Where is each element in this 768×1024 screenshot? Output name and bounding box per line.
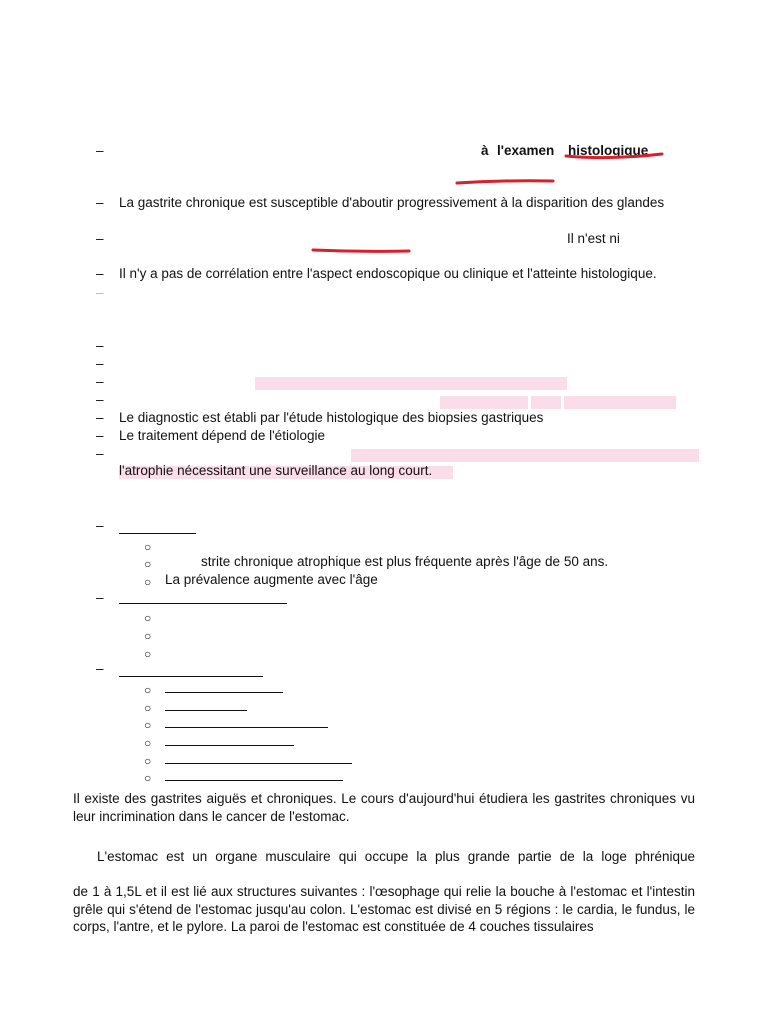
circle-bullet: ○	[144, 611, 152, 625]
dash-bullet: –	[96, 446, 104, 461]
circle-bullet: ○	[144, 575, 152, 589]
circle-bullet: ○	[144, 540, 152, 554]
pink-highlight	[351, 449, 699, 462]
underline-blank	[119, 603, 287, 604]
dash-bullet-faint: –	[96, 285, 104, 300]
circle-bullet: ○	[144, 683, 152, 697]
circle-bullet: ○	[144, 629, 152, 643]
underline-blank	[165, 727, 328, 728]
circle-bullet: ○	[144, 754, 152, 768]
dash-bullet: –	[96, 338, 104, 353]
text-prevalence: La prévalence augmente avec l'âge	[165, 572, 378, 587]
dash-bullet: –	[96, 195, 104, 210]
pink-highlight	[531, 396, 561, 409]
text-histologique: histologique	[568, 143, 649, 158]
dash-bullet: –	[96, 374, 104, 389]
red-underline-1	[457, 181, 553, 183]
underline-blank	[165, 780, 343, 781]
paragraph-estomac: L'estomac est un organe musculaire qui occupe la plus grande partie de la loge phrénique	[97, 849, 695, 864]
circle-bullet: ○	[144, 701, 152, 715]
dash-bullet: –	[96, 392, 104, 407]
underline-blank	[165, 710, 247, 711]
circle-bullet: ○	[144, 736, 152, 750]
red-underline-histologique	[566, 154, 662, 158]
text-diagnostic: Le diagnostic est établi par l'étude histologique des biopsies gastriques	[119, 410, 544, 425]
paragraph-intro: Il existe des gastrites aiguës et chroniques. Le cours d'aujourd'hui étudiera les gastrites chroniques vu leur incrimination dans le cancer de l'estomac.	[73, 791, 695, 824]
dash-bullet: –	[96, 661, 104, 676]
circle-bullet: ○	[144, 557, 152, 571]
dash-bullet: –	[96, 410, 104, 425]
dash-bullet: –	[96, 518, 104, 533]
dash-bullet: –	[96, 356, 104, 371]
text-correlation: Il n'y a pas de corrélation entre l'aspect endoscopique ou clinique et l'atteinte histologique.	[119, 266, 657, 281]
dash-bullet: –	[96, 231, 104, 246]
paragraph-structures: de 1 à 1,5L et il est lié aux structures suivantes : l'œsophage qui relie la bouche à l'estomac et l'intestin grêle qui s'étend de l'estomac jusqu'au colon. L'estomac est divisé en 5 régions : le cardia, le fundus, le corps, l'antre, et le pylore. La paroi de l'estomac est constituée de 4 couches tissulaires	[73, 884, 695, 934]
dash-bullet: –	[96, 590, 104, 605]
pink-highlight	[255, 377, 567, 390]
circle-bullet: ○	[144, 771, 152, 785]
underline-blank	[119, 533, 196, 534]
circle-bullet: ○	[144, 647, 152, 661]
circle-bullet: ○	[144, 718, 152, 732]
underline-blank	[165, 745, 294, 746]
underline-blank	[165, 692, 283, 693]
text-a: à	[481, 143, 489, 158]
dash-bullet: –	[96, 428, 104, 443]
text-examen: l'examen	[497, 143, 555, 158]
text-nest-ni: Il n'est ni	[567, 231, 620, 246]
dash-bullet: –	[96, 143, 104, 158]
text-atrophie: l'atrophie nécessitant une surveillance au long court.	[119, 463, 433, 478]
pink-highlight	[564, 396, 676, 409]
red-underline-2	[313, 250, 409, 251]
underline-blank	[119, 676, 263, 677]
underline-blank	[165, 763, 352, 764]
text-traitement: Le traitement dépend de l'étiologie	[119, 428, 325, 443]
dash-bullet: –	[96, 266, 104, 281]
pink-highlight	[440, 396, 528, 409]
text-strite: strite chronique atrophique est plus fréquente après l'âge de 50 ans.	[201, 554, 609, 569]
text-glandes: La gastrite chronique est susceptible d'aboutir progressivement à la disparition des glandes	[119, 195, 665, 210]
